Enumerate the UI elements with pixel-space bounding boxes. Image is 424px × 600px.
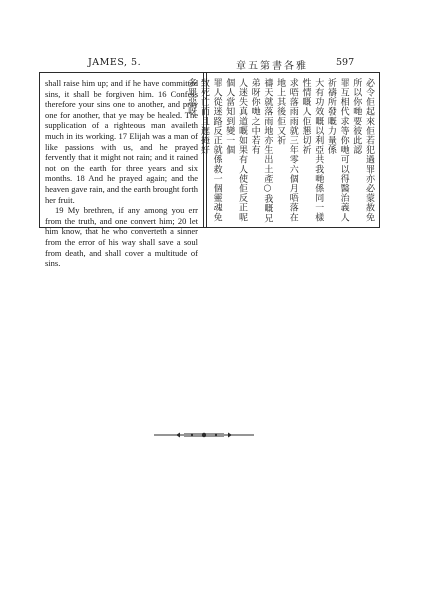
chinese-text-column	[186, 78, 375, 224]
english-paragraph: 19 My brethren, if any among you err from the truth, and one convert him; 20 let him know, that he who converteth a sinner from the error of his way shall save a soul from death, and shall cover a multitude of sins.	[45, 205, 198, 269]
page-number: 597	[336, 57, 355, 68]
chinese-column-line: 必令佢起來佢若犯過罪亦必蒙赦免所以你哋要彼此認	[351, 78, 374, 222]
running-head-book: JAMES, 5.	[88, 57, 142, 68]
english-paragraph: shall raise him up; and if he have committed sins, it shall be forgiven him. 16 Confess therefore your sins one to another, and pray one for another, that ye may be healed. The supplication of a righteous man availeth much in its working. 17 Elijah was a man of like passions with us, and he prayed fervently that it might not rain; and it rained not on the earth for three years and six months. 18 And he prayed again; and the heaven gave rain, and the earth brought forth her fruit.	[45, 78, 198, 205]
chinese-column-line: 禱天就落雨地亦生出土產○我嘅兄弟呀你哋之中若有	[249, 78, 273, 223]
decorative-rule-ornament	[154, 431, 254, 439]
chinese-column-line: 大有功效嘅以利亞共我哋係同一樣性情嘅人佢懇切祈	[300, 78, 324, 222]
text-frame	[39, 72, 380, 269]
chinese-column-line: 罪互相代求等你哋可以得醫治義人祈禱所發嘅力量係	[325, 78, 349, 222]
chinese-column-line: 多罪惡呀	[186, 78, 197, 117]
english-text-column	[45, 78, 198, 269]
chinese-column-line: 求唔落雨雨就三年零六個月唔落在地上其後佢又祈	[275, 78, 298, 222]
chinese-column-line: 人迷失真道嘅如果有人使佢反正呢個人當知到變一個	[224, 78, 247, 222]
chinese-column-line: 罪人從迷路反正就係救一個靈魂免致死亡而且遮掩好	[198, 78, 222, 222]
running-head-chinese: 章五第書各雅	[236, 61, 308, 72]
